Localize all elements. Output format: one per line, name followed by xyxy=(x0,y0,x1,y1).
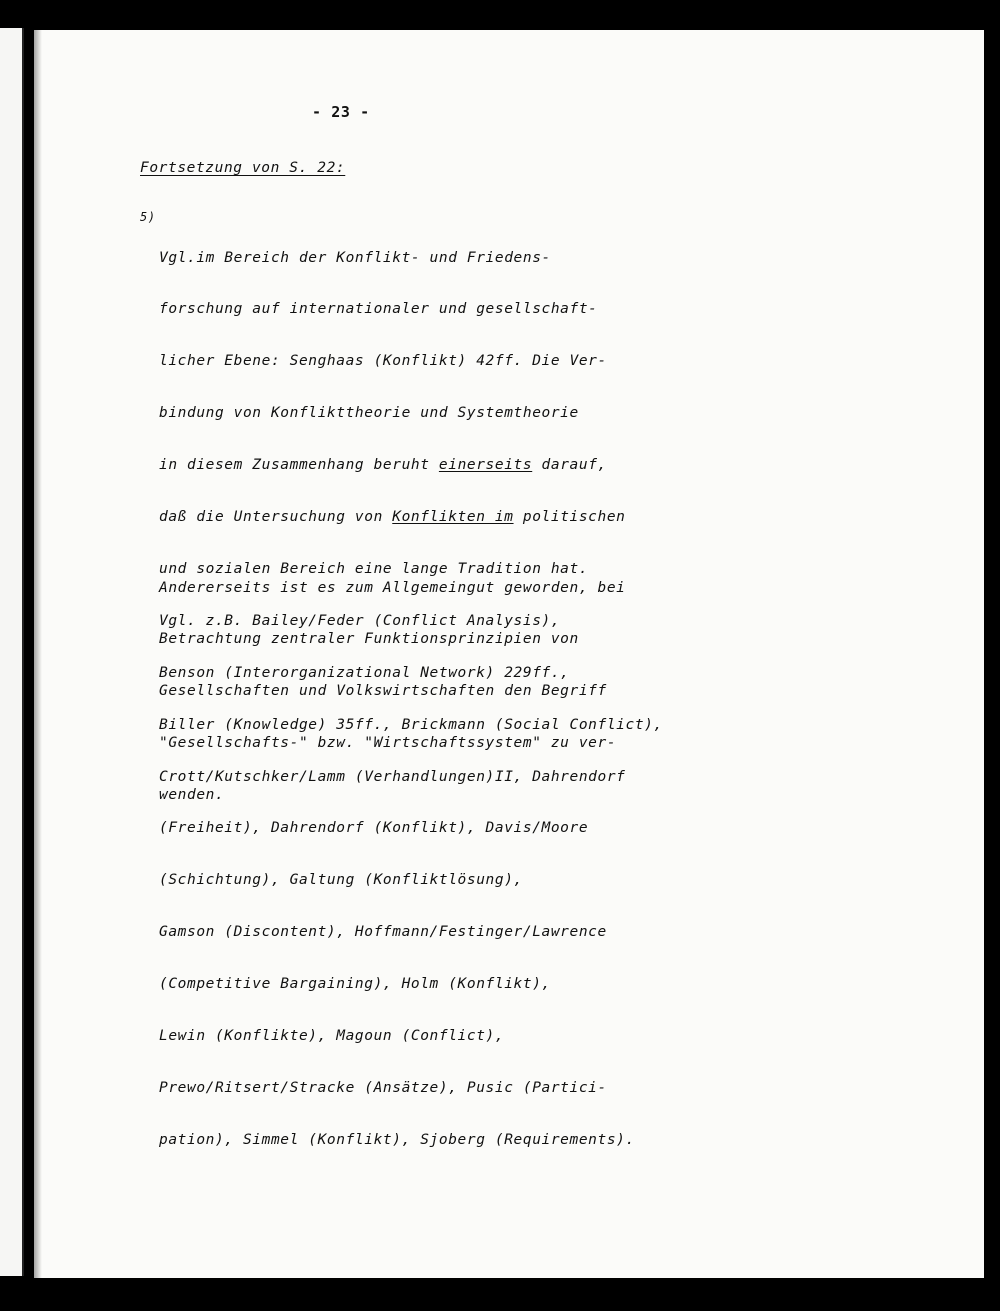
page-number: - 23 - xyxy=(312,103,370,121)
paragraph-line: Betrachtung zentraler Funktionsprinzipien von xyxy=(159,631,579,648)
footnote-line: (Schichtung), Galtung (Konfliktlösung), xyxy=(159,872,523,889)
footnote-line: forschung auf internationaler und gesellschaft- xyxy=(159,301,598,318)
footnote-line-text: politischen xyxy=(513,509,626,526)
underlined-word: einerseits xyxy=(438,457,533,474)
footnote-line: Prewo/Ritsert/Stracke (Ansätze), Pusic (Partici- xyxy=(159,1079,607,1096)
footnote-line-text: darauf, xyxy=(532,457,607,474)
footnote-line: und sozialen Bereich eine lange Tradition hat. xyxy=(159,560,589,577)
footnote-marker: 5) xyxy=(140,210,156,224)
footnote-line: (Competitive Bargaining), Holm (Konflikt), xyxy=(159,976,551,993)
footnote-line xyxy=(159,509,663,526)
footnote-line: (Freiheit), Dahrendorf (Konflikt), Davis/Moore xyxy=(159,820,589,837)
footnote-line: bindung von Konflikttheorie und Systemtheorie xyxy=(159,405,579,422)
body-paragraph xyxy=(159,545,626,839)
footnote-line: Biller (Knowledge) 35ff., Brickmann (Social Conflict), xyxy=(159,716,663,733)
footnote-line: Lewin (Konflikte), Magoun (Conflict), xyxy=(159,1027,505,1044)
paragraph-line: Andererseits ist es zum Allgemeingut geworden, bei xyxy=(159,579,626,596)
footnote-line: Gamson (Discontent), Hoffmann/Festinger/Lawrence xyxy=(159,924,607,941)
footnote-line: Vgl. z.B. Bailey/Feder (Conflict Analysis), xyxy=(159,612,561,629)
footnote-line: licher Ebene: Senghaas (Konflikt) 42ff. Die Ver- xyxy=(159,353,607,370)
footnote-line: Crott/Kutschker/Lamm (Verhandlungen)II, Dahrendorf xyxy=(159,768,626,785)
continuation-heading: Fortsetzung von S. 22: xyxy=(140,160,346,176)
paragraph-line: "Gesellschafts-" bzw. "Wirtschaftssystem" zu ver- xyxy=(159,735,617,752)
footnote-line: pation), Simmel (Konflikt), Sjoberg (Requirements). xyxy=(159,1131,635,1148)
footnote-line xyxy=(159,457,663,474)
paragraph-line: Gesellschaften und Volkswirtschaften den Begriff xyxy=(159,683,607,700)
underlined-words: Konflikten im xyxy=(392,509,514,526)
footnote-line-text: daß die Untersuchung von xyxy=(159,509,393,526)
footnote-line: Benson (Interorganizational Network) 229ff., xyxy=(159,664,570,681)
facing-page-edge xyxy=(0,28,24,1276)
paragraph-line: wenden. xyxy=(159,787,225,804)
footnote-line-text: in diesem Zusammenhang beruht xyxy=(159,457,439,474)
binding-shadow xyxy=(34,30,42,1278)
footnote-line: Vgl.im Bereich der Konflikt- und Friedens- xyxy=(159,249,551,266)
